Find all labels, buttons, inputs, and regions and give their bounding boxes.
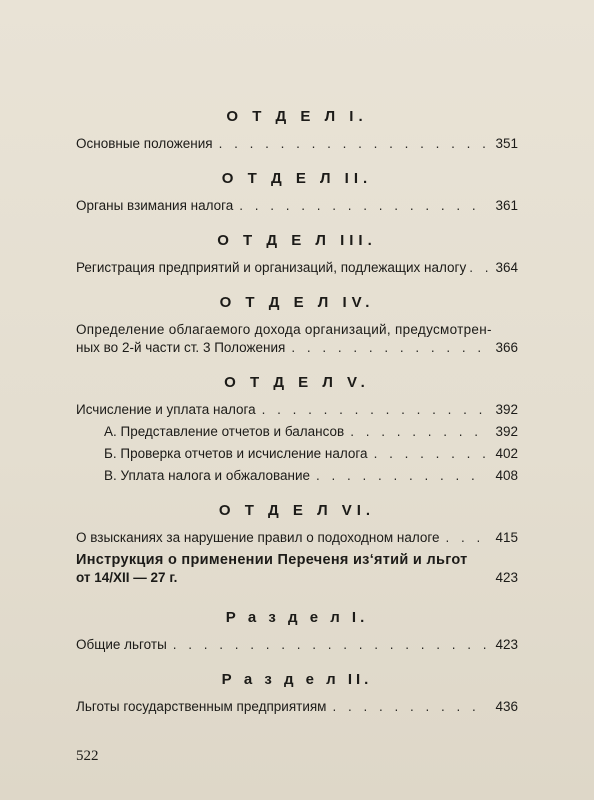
- toc-entry-page: 415: [495, 530, 518, 545]
- toc-entry-title: Общие льготы: [76, 637, 167, 652]
- toc-entry-page: 392: [495, 402, 518, 417]
- leader-dots: [469, 259, 489, 277]
- toc-entry: [76, 529, 518, 547]
- toc-entry-page: 402: [495, 446, 518, 461]
- leader-dots: [446, 529, 486, 547]
- table-of-contents: [76, 108, 518, 716]
- subsection-heading-2: Р а з д е л II.: [221, 671, 373, 688]
- leader-dots: [350, 423, 486, 441]
- toc-entry-title-line1: Инструкция о применении Переченя из‘ятий и льгот: [76, 552, 468, 568]
- toc-entry-title: Регистрация предприятий и организаций, подлежащих налогу: [76, 260, 467, 275]
- toc-entry-title: Органы взимания налога: [76, 198, 234, 213]
- section-heading-6: О Т Д Е Л VI.: [218, 502, 376, 519]
- toc-entry-page: 423: [495, 637, 518, 652]
- toc-entry-title: от 14/XII — 27 г.: [76, 570, 178, 585]
- section-heading-5: О Т Д Е Л V.: [224, 374, 370, 391]
- section-heading-2: О Т Д Е Л II.: [221, 170, 373, 187]
- toc-entry-title: О взысканиях за нарушение правил о подоходном налоге: [76, 530, 440, 545]
- page-number: 522: [76, 748, 99, 764]
- section-heading-1: О Т Д Е Л I.: [226, 108, 368, 125]
- toc-entry-title: А. Представление отчетов и балансов: [104, 424, 345, 439]
- leader-dots: [262, 401, 486, 419]
- toc-entry: [76, 401, 518, 419]
- toc-entry-title: Льготы государственным предприятиям: [76, 699, 327, 714]
- toc-entry-title: Б. Проверка отчетов и исчисление налога: [104, 446, 368, 461]
- toc-entry-title: ных во 2-й части ст. 3 Положения: [76, 340, 286, 355]
- toc-entry-page: 361: [495, 198, 518, 213]
- toc-entry-title: Основные положения: [76, 136, 213, 151]
- toc-entry-page: 408: [495, 468, 518, 483]
- toc-subentry: [76, 467, 518, 485]
- toc-entry-title: Исчисление и уплата налога: [76, 402, 256, 417]
- toc-entry-title-line1: Определение облагаемого дохода организаций, предусмотрен-: [76, 322, 492, 337]
- toc-entry-page: 392: [495, 424, 518, 439]
- toc-subentry: [76, 445, 518, 463]
- toc-entry: [76, 698, 518, 716]
- leader-dots: [239, 197, 486, 215]
- toc-entry-page: 436: [495, 699, 518, 714]
- toc-entry-page: 351: [495, 136, 518, 151]
- leader-dots: [173, 636, 486, 654]
- section-heading-4: О Т Д Е Л IV.: [219, 294, 375, 311]
- toc-subentry: [76, 423, 518, 441]
- toc-entry-page: 366: [495, 340, 518, 355]
- toc-entry: [76, 259, 518, 277]
- leader-dots: [332, 698, 486, 716]
- leader-dots: [374, 445, 486, 463]
- leader-dots: [316, 467, 486, 485]
- leader-dots: [219, 135, 486, 153]
- leader-dots: [291, 339, 486, 357]
- toc-entry: [76, 197, 518, 215]
- toc-entry: [76, 135, 518, 153]
- toc-entry-multiline: [76, 321, 518, 357]
- toc-entry-page: 423: [495, 570, 518, 585]
- subsection-heading-1: Р а з д е л I.: [225, 609, 369, 626]
- toc-entry: [76, 636, 518, 654]
- toc-entry-title: В. Уплата налога и обжалование: [104, 468, 311, 483]
- toc-entry-multiline-bold: [76, 551, 518, 587]
- section-heading-3: О Т Д Е Л III.: [217, 232, 377, 249]
- toc-entry-page: 364: [495, 260, 518, 275]
